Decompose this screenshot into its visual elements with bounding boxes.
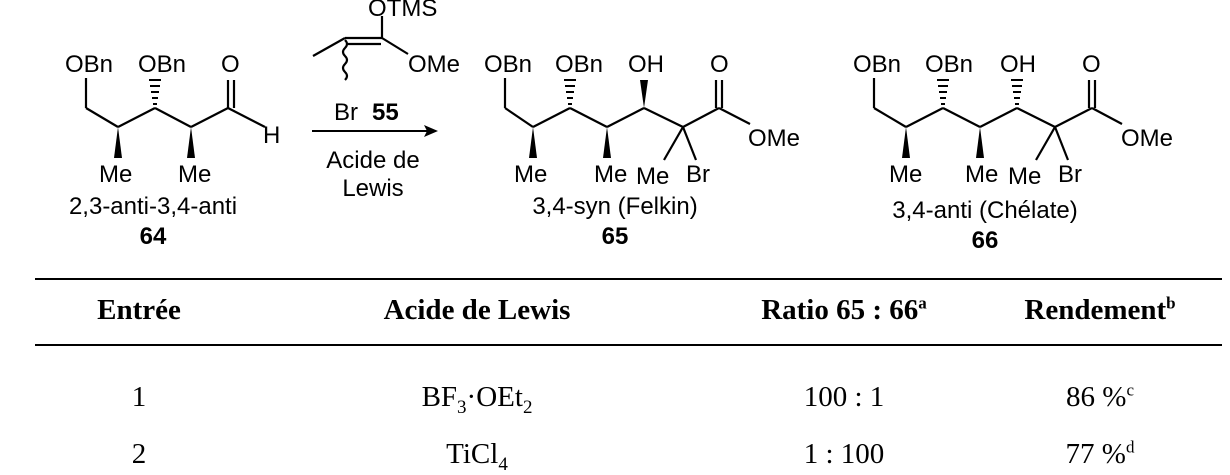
header-lewis-acid: Acide de Lewis: [383, 294, 571, 326]
row-2-ratio: 1 : 100: [803, 438, 885, 470]
row-1-entry: 1: [131, 381, 147, 413]
c64-number: 64: [139, 223, 167, 250]
c66-o: O: [1082, 51, 1101, 78]
row-1-yield: 86 %$^c$: [1066, 380, 1134, 413]
c66-me-3: Me: [1008, 163, 1042, 190]
row-1-ratio: 100 : 1: [803, 381, 885, 413]
results-table: [0, 278, 1230, 475]
c66-me-2: Me: [965, 161, 999, 188]
c64-me-2: Me: [178, 161, 212, 188]
header-yield-footnote: b: [1166, 293, 1176, 313]
c66-br: Br: [1058, 161, 1082, 188]
reagent-otms: OTMS: [368, 0, 438, 22]
header-entry: Entrée: [97, 294, 181, 326]
c64-h: H: [263, 122, 281, 149]
row-1-lewis-acid: $BF_3\cdot OEt_2$: [421, 381, 533, 418]
c65-oh: OH: [628, 51, 664, 78]
row-2-yield: 77 %$^d$: [1065, 437, 1135, 470]
lewis-acid-label-line2: Lewis: [342, 175, 404, 202]
reagent-br: Br: [334, 99, 358, 126]
c65-obn-1: OBn: [484, 51, 533, 78]
c65-ome: OMe: [748, 125, 801, 152]
compound-64-structure: [65, 51, 280, 250]
c65-me-3: Me: [636, 163, 670, 190]
c64-me-1: Me: [99, 161, 133, 188]
reagent-ome: OMe: [408, 51, 461, 78]
c64-stereo-label: 2,3-anti-3,4-anti: [68, 193, 238, 220]
c66-obn-1: OBn: [853, 51, 902, 78]
header-ratio-footnote: a: [918, 293, 927, 313]
c65-number: 65: [601, 223, 629, 250]
c66-ome: OMe: [1121, 125, 1174, 152]
c66-number: 66: [971, 227, 999, 254]
reagent-number: 55: [372, 99, 399, 126]
header-ratio: Ratio 65 : 66$^a$: [761, 293, 927, 326]
compound-66-structure: [853, 51, 1173, 254]
table-top-rule: [35, 278, 1222, 280]
c64-obn-2: OBn: [138, 51, 187, 78]
lewis-acid-label-line1: Acide de: [326, 147, 420, 174]
c66-oh: OH: [1000, 51, 1036, 78]
c64-o: O: [221, 51, 240, 78]
row-2-lewis-acid: TiCl$_4$: [446, 438, 508, 475]
c64-obn-1: OBn: [65, 51, 114, 78]
reagent-55-structure: [312, 0, 460, 202]
c66-obn-2: OBn: [925, 51, 974, 78]
c66-stereo-label: 3,4-anti (Chélate): [892, 197, 1078, 224]
table-header-rule: [35, 344, 1222, 346]
c65-o: O: [710, 51, 729, 78]
header-yield: Rendement$^b$: [1024, 293, 1176, 326]
c65-me-1: Me: [514, 161, 548, 188]
row-2-entry: 2: [131, 438, 147, 470]
c65-me-2: Me: [594, 161, 628, 188]
c66-me-1: Me: [889, 161, 923, 188]
c65-stereo-label: 3,4-syn (Felkin): [532, 193, 698, 220]
compound-65-structure: [484, 51, 800, 250]
c65-br: Br: [686, 161, 710, 188]
c65-obn-2: OBn: [555, 51, 604, 78]
reaction-arrow: [312, 125, 438, 137]
